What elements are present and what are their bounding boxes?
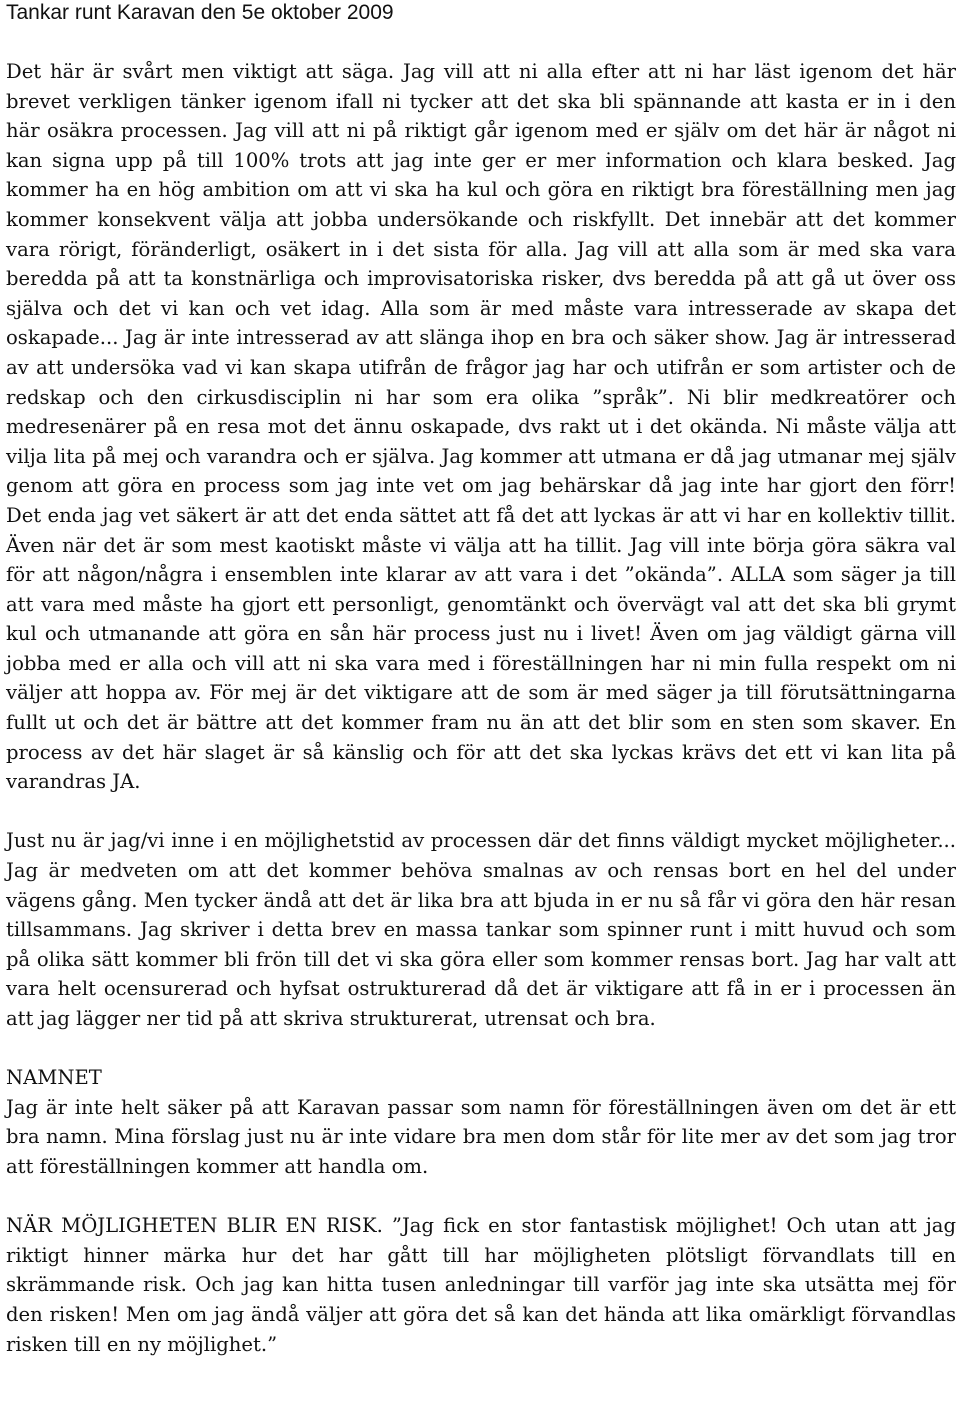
possibility-paragraph: Just nu är jag/vi inne i en möjlighetstid av processen där det finns väldigt mycket möjligheter... Jag är medveten om att det kommer behöva smalnas av och rensas bort en hel del under vägens gång. Men tycker ändå att det är lika bra att bjuda in er nu så får vi göra den här resan tillsammans. Jag skriver i detta brev en massa tankar som spinner runt i mitt huvud och som på olika sätt kommer bli frön till det vi ska göra eller som kommer rensas bort. Jag har valt att vara helt ocensurerad och hyfsat ostrukturerad då det är viktigare att få in er i processen än att jag lägger ner tid på att skriva strukturerat, utrensat och bra. [6,829,956,1030]
intro-paragraph: Det här är svårt men viktigt att säga. Jag vill att ni alla efter att ni har läst igenom det här brevet verkligen tänker igenom ifall ni tycker att det ska bli spännande att kasta er in i den här osäkra processen. Jag vill att ni på riktigt går igenom med er själv om det här är något ni kan signa upp på till 100% trots att jag inte ger er mer information och klara besked. Jag kommer ha en hög ambition om att vi ska ha kul och göra en riktigt bra föreställning men jag kommer konsekvent välja att jobba undersökande och riskfyllt. Det innebär att det kommer vara rörigt, föränderligt, osäkert in i det sista för alla. Jag vill att alla som är med ska vara beredda på att ta konstnärliga och improvisatoriska risker, dvs beredda på att gå ut över oss själva och det vi kan och vet idag. Alla som är med måste vara intresserade av skapa det oskapade... Jag är inte intresserad av att slänga ihop en bra och säker show. Jag är intresserad av att undersöka vad vi kan skapa utifrån de frågor jag har och utifrån er som artister och de redskap och den cirkusdisciplin ni har som era olika ”språk”. Ni blir medkreatörer och medresenärer på en resa mot det ännu oskapade, dvs rakt ut i det okända. Ni måste välja att vilja lita på mej och varandra och er själva. Jag kommer att utmana er då jag utmanar mej själv genom att göra en process som jag inte vet om jag behärskar då jag inte har gjort den förr! Det enda jag vet säkert är att det enda sättet att få det att lyckas är att vi har en kollektiv tillit. Även när det är som mest kaotiskt måste vi välja att ha tillit. Jag vill inte börja göra säkra val för att någon/några i ensemblen inte klarar av att vara i det ”okända”. ALLA som säger ja till att vara med måste ha gjort ett personligt, genomtänkt och övervägt val att det ska bli grymt kul och utmanande att göra en sån här process just nu i livet! Även om jag väldigt gärna vill jobba med er alla och vill att ni ska vara med i föreställningen har ni min fulla respekt om ni väljer att hoppa av. För mej är det viktigare att de som är med säger ja till förutsättningarna fullt ut och det är bättre att det kommer fram nu än att det blir som en sten som skaver. En process av det här slaget är så känslig och för att det ska lyckas krävs det ett vi kan lita på varandras JA. [6,60,956,794]
section-name [6,1063,956,1181]
section-name-body: Jag är inte helt säker på att Karavan passar som namn för föreställningen även om det är ett bra namn. Mina förslag just nu är inte vidare bra men dom står för lite mer av det som jag tror att föreställningen kommer att handla om. [6,1095,956,1178]
section-name-heading: NAMNET [6,1066,102,1090]
section-risk-paragraph: NÄR MÖJLIGHETEN BLIR EN RISK. ”Jag fick en stor fantastisk möjlighet! Och utan att jag riktigt hinner märka hur det har gått till har möjligheten plötsligt förvandlats till en skrämmande risk. Och jag kan hitta tusen anledningar till varför jag inte ska utsätta mej för den risken! Men om jag ändå väljer att göra det så kan det hända att lika omärkligt förvandlas risken till en ny möjlighet.” [6,1214,956,1356]
document-title: Tankar runt Karavan den 5e oktober 2009 [6,1,394,24]
document-page [6,0,956,1359]
